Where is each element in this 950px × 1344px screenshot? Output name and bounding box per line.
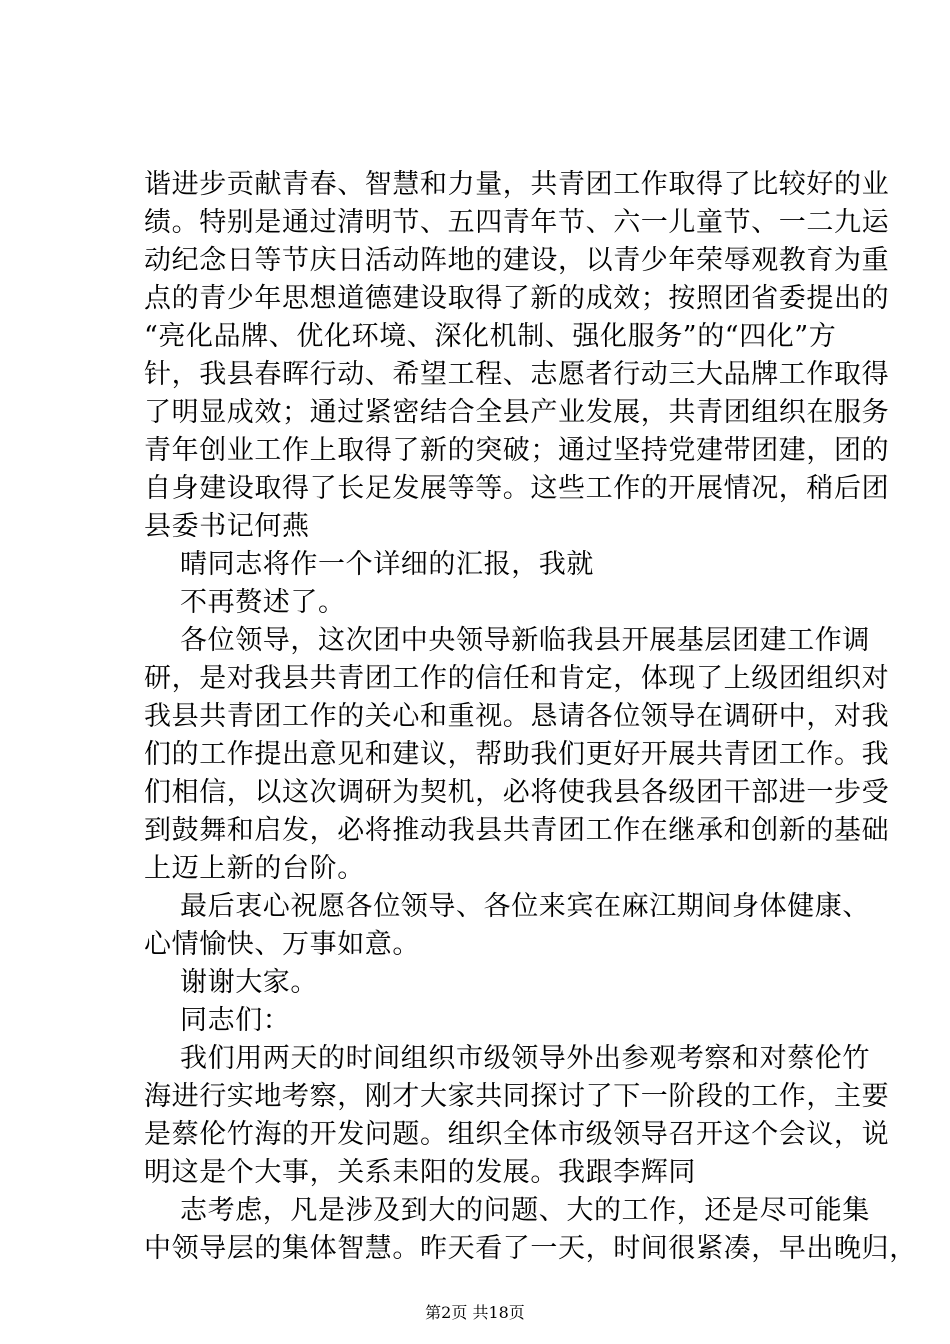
text-line: 上迈上新的台阶。 xyxy=(144,853,365,884)
text-line: 研，是对我县共青团工作的信任和肯定，体现了上级团组织对 xyxy=(144,663,890,694)
text-line: 是蔡伦竹海的开发问题。组织全体市级领导召开这个会议，说 xyxy=(144,1119,890,1150)
text-line: 青年创业工作上取得了新的突破；通过坚持党建带团建，团的 xyxy=(144,435,890,466)
text-line: 各位领导，这次团中央领导新临我县开展基层团建工作调 xyxy=(180,625,870,656)
text-line: 们相信，以这次调研为契机，必将使我县各级团干部进一步受 xyxy=(144,777,890,808)
text-line: 心情愉快、万事如意。 xyxy=(144,929,420,960)
text-line: “亮化品牌、优化环境、深化机制、强化服务”的“四化”方 xyxy=(144,321,837,352)
text-line: 谢谢大家。 xyxy=(180,967,318,998)
text-line: 明这是个大事，关系耒阳的发展。我跟李辉同 xyxy=(144,1157,696,1188)
text-line: 动纪念日等节庆日活动阵地的建设，以青少年荣辱观教育为重 xyxy=(144,245,890,276)
text-line: 同志们： xyxy=(180,1005,291,1036)
text-line: 到鼓舞和启发，必将推动我县共青团工作在继承和创新的基础 xyxy=(144,815,890,846)
text-line: 我们用两天的时间组织市级领导外出参观考察和对蔡伦竹 xyxy=(180,1043,870,1074)
text-line: 我县共青团工作的关心和重视。恳请各位领导在调研中，对我 xyxy=(144,701,890,732)
text-line: 针，我县春晖行动、希望工程、志愿者行动三大品牌工作取得 xyxy=(144,359,890,390)
text-line: 们的工作提出意见和建议，帮助我们更好开展共青团工作。我 xyxy=(144,739,890,770)
text-line: 不再赘述了。 xyxy=(180,587,346,618)
text-line: 谐进步贡献青春、智慧和力量，共青团工作取得了比较好的业 xyxy=(144,169,890,200)
text-line: 晴同志将作一个详细的汇报，我就 xyxy=(180,549,594,580)
text-line: 最后衷心祝愿各位领导、各位来宾在麻江期间身体健康、 xyxy=(180,891,870,922)
page-footer: 第2页 共18页 xyxy=(425,1303,525,1322)
text-line: 中领导层的集体智慧。昨天看了一天，时间很紧凑，早出晚归， xyxy=(144,1233,917,1264)
text-line: 了明显成效；通过紧密结合全县产业发展，共青团组织在服务 xyxy=(144,397,890,428)
text-line: 县委书记何燕 xyxy=(144,511,310,542)
text-line: 绩。特别是通过清明节、五四青年节、六一儿童节、一二九运 xyxy=(144,207,890,238)
text-line: 自身建设取得了长足发展等等。这些工作的开展情况，稍后团 xyxy=(144,473,890,504)
text-line: 志考虑，凡是涉及到大的问题、大的工作，还是尽可能集 xyxy=(180,1195,870,1226)
text-line: 海进行实地考察，刚才大家共同探讨了下一阶段的工作，主要 xyxy=(144,1081,890,1112)
text-line: 点的青少年思想道德建设取得了新的成效；按照团省委提出的 xyxy=(144,283,890,314)
